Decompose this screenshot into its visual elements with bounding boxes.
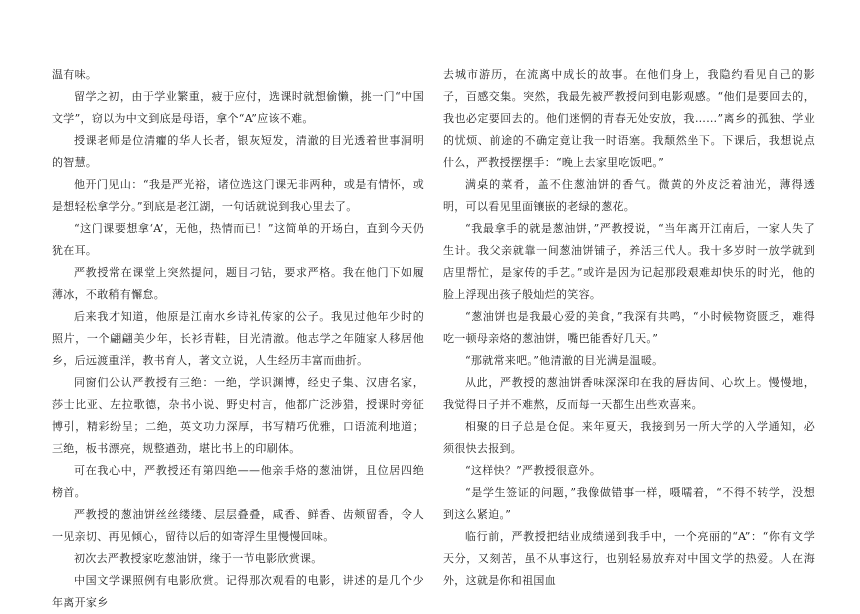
- paragraph: 可在我心中，严教授还有第四绝——他亲手烙的葱油饼，且位居四绝榜首。: [52, 464, 424, 499]
- paragraph: 初次去严教授家吃葱油饼，缘于一节电影欣赏课。: [74, 552, 323, 565]
- paragraph: 他开门见山：“我是严光裕，诸位选这门课无非两种，或是有情怀，或是想轻松拿学分。”到底是老江湖，一句话就说到我心里去了。: [52, 178, 424, 213]
- paragraph: 从此，严教授的葱油饼香味深深印在我的唇齿间、心坎上。慢慢地，我觉得日子并不难熬，反而每一天都生出些欢喜来。: [443, 376, 815, 411]
- right-column: [443, 64, 815, 592]
- paragraph: 中国文学课照例有电影欣赏。记得那次观看的电影，讲述的是几个少年离开家乡: [52, 574, 424, 609]
- paragraph: “是学生签证的问题，”我像做错事一样，嗫嚅着，“不得不转学，没想到这么紧迫。”: [443, 486, 815, 521]
- paragraph: “葱油饼也是我最心爱的美食，”我深有共鸣，“小时候物资匮乏，难得吃一顿母亲烙的葱油饼，嘴巴能香好几天。”: [443, 310, 815, 345]
- paragraph: 去城市游历，在流离中成长的故事。在他们身上，我隐约看见自己的影子，百感交集。突然，我最先被严教授问到电影观感。“他们是要回去的，我也必定要回去的。他们迷惘的青春无处安放，我……”离乡的孤独、学业的忧烦、前途的不确定竟让我一时语塞。我颓然坐下。下课后，我想说点什么，严教授摆摆手：“晚上去家里吃饭吧。”: [443, 68, 815, 169]
- paragraph: “那就常来吧。”他清澈的目光满是温暖。: [465, 354, 664, 367]
- paragraph: 相聚的日子总是仓促。来年夏天，我接到另一所大学的入学通知，必须很快去报到。: [443, 420, 815, 455]
- paragraph: “这样快？”严教授很意外。: [465, 464, 602, 477]
- paragraph: 严教授常在课堂上突然提问，题目刁钻，要求严格。我在他门下如履薄冰，不敢稍有懈怠。: [52, 266, 424, 301]
- paragraph: 后来我才知道，他原是江南水乡诗礼传家的公子。我见过他年少时的照片，一个翩翩美少年，长衫青鞋，目光清澈。他志学之年随家人移居他乡，后远渡重洋，教书育人，著文立说，人生经历丰富而曲折。: [52, 310, 424, 367]
- paragraph: 留学之初，由于学业繁重，疲于应付，选课时就想偷懒，挑一门“中国文学”，窃以为中文到底是母语，拿个“A”应该不难。: [52, 90, 424, 125]
- paragraph: 严教授的葱油饼丝丝缕缕、层层叠叠，咸香、鲜香、齿颊留香，令人一见亲切、再见倾心，留待以后的如寄浮生里慢慢回味。: [52, 508, 424, 543]
- paragraph: 温有味。: [52, 68, 98, 81]
- paragraph: “这门课要想拿‘A’，无他，热情而已！”这简单的开场白，直到今天仍犹在耳。: [52, 222, 424, 257]
- paragraph: 满桌的菜肴，盖不住葱油饼的香气。微黄的外皮泛着油光，薄得透明，可以看见里面镶嵌的老绿的葱花。: [443, 178, 815, 213]
- paragraph: 授课老师是位清癯的华人长者，银灰短发，清澈的目光透着世事洞明的智慧。: [52, 134, 424, 169]
- paragraph: 同窗们公认严教授有三绝：一绝，学识渊博，经史子集、汉唐名家，莎士比亚、左拉歌德，杂书小说、野史村言，他都广泛涉猎，授课时旁征博引，精彩纷呈；二绝，英文功力深厚，书写精巧优雅，口语流利地道；三绝，板书漂亮，规整遒劲，堪比书上的印刷体。: [52, 376, 424, 455]
- left-column: [52, 64, 424, 614]
- paragraph: “我最拿手的就是葱油饼，”严教授说，“当年离开江南后，一家人失了生计。我父亲就靠一间葱油饼铺子，养活三代人。我十多岁时一放学就到店里帮忙，是家传的手艺。”或许是因为记起那段艰难却快乐的时光，他的脸上浮现出孩子般灿烂的笑容。: [443, 222, 815, 301]
- paragraph: 临行前，严教授把结业成绩递到我手中，一个亮丽的“A”：“你有文学天分，又刻苦，虽不从事这行，也别轻易放弃对中国文学的热爱。人在海外，这就是你和祖国血: [443, 530, 815, 587]
